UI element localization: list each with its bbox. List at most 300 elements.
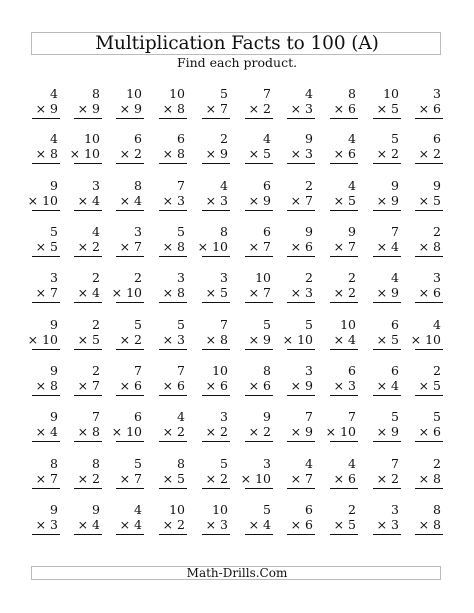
multiplier: × 9: [248, 332, 271, 347]
answer-line: [74, 118, 102, 119]
multiplier: × 2: [162, 424, 185, 439]
multiplicand: 7: [263, 86, 271, 101]
multiplicand: 2: [134, 270, 142, 285]
answer-line: [373, 488, 401, 489]
answer-line: [330, 118, 358, 119]
answer-line: [245, 163, 273, 164]
multiplier: × 9: [290, 424, 313, 439]
multiplicand: 5: [263, 317, 271, 332]
multiplier: × 2: [248, 424, 271, 439]
multiplicand: 9: [348, 224, 356, 239]
multiplier: × 2: [119, 332, 142, 347]
multiplicand: 4: [433, 317, 441, 332]
multiplicand: 6: [263, 178, 271, 193]
answer-line: [415, 441, 443, 442]
multiplier: × 3: [376, 517, 399, 532]
answer-line: [373, 302, 401, 303]
answer-line: [74, 302, 102, 303]
multiplicand: 9: [305, 131, 313, 146]
multiplier: × 5: [418, 378, 441, 393]
multiplicand: 10: [169, 502, 185, 517]
multiplier: × 8: [77, 424, 100, 439]
multiplier: × 9: [205, 146, 228, 161]
multiplicand: 5: [391, 131, 399, 146]
multiplicand: 10: [383, 86, 399, 101]
multiplier: × 5: [248, 146, 271, 161]
answer-line: [32, 210, 60, 211]
multiplier: × 10: [410, 332, 441, 347]
answer-line: [202, 256, 230, 257]
multiplier: × 8: [162, 146, 185, 161]
multiplicand: 2: [92, 317, 100, 332]
multiplier: × 10: [27, 193, 58, 208]
multiplier: × 8: [205, 332, 228, 347]
multiplicand: 8: [433, 502, 441, 517]
answer-line: [116, 349, 144, 350]
multiplier: × 2: [248, 101, 271, 116]
multiplicand: 3: [305, 363, 313, 378]
multiplier: × 7: [119, 471, 142, 486]
answer-line: [287, 210, 315, 211]
answer-line: [32, 534, 60, 535]
answer-line: [74, 163, 102, 164]
multiplier: × 7: [290, 471, 313, 486]
multiplicand: 10: [126, 86, 142, 101]
multiplicand: 2: [433, 456, 441, 471]
multiplier: × 3: [333, 378, 356, 393]
multiplicand: 4: [348, 178, 356, 193]
multiplier: × 7: [77, 378, 100, 393]
multiplier: × 7: [35, 285, 58, 300]
multiplicand: 6: [305, 502, 313, 517]
multiplicand: 4: [134, 502, 142, 517]
multiplier: × 7: [248, 239, 271, 254]
multiplicand: 8: [177, 456, 185, 471]
answer-line: [116, 534, 144, 535]
multiplicand: 9: [92, 502, 100, 517]
answer-line: [287, 302, 315, 303]
answer-line: [202, 349, 230, 350]
multiplier: × 5: [35, 239, 58, 254]
multiplier: × 10: [111, 285, 142, 300]
multiplier: × 10: [69, 146, 100, 161]
multiplier: × 2: [77, 471, 100, 486]
multiplicand: 2: [433, 363, 441, 378]
answer-line: [287, 534, 315, 535]
answer-line: [373, 256, 401, 257]
multiplicand: 4: [50, 131, 58, 146]
answer-line: [415, 395, 443, 396]
multiplier: × 3: [35, 517, 58, 532]
answer-line: [32, 441, 60, 442]
multiplicand: 4: [391, 270, 399, 285]
answer-line: [159, 210, 187, 211]
multiplier: × 7: [333, 239, 356, 254]
answer-line: [74, 256, 102, 257]
answer-line: [287, 118, 315, 119]
answer-line: [287, 349, 315, 350]
answer-line: [202, 395, 230, 396]
multiplicand: 2: [348, 270, 356, 285]
answer-line: [287, 441, 315, 442]
answer-line: [74, 441, 102, 442]
multiplier: × 5: [376, 332, 399, 347]
multiplicand: 6: [391, 317, 399, 332]
multiplier: × 4: [77, 285, 100, 300]
multiplier: × 8: [418, 517, 441, 532]
multiplicand: 10: [169, 86, 185, 101]
multiplicand: 5: [134, 317, 142, 332]
multiplier: × 6: [333, 471, 356, 486]
multiplier: × 3: [162, 332, 185, 347]
multiplier: × 9: [290, 378, 313, 393]
multiplicand: 10: [212, 363, 228, 378]
answer-line: [32, 395, 60, 396]
multiplicand: 6: [134, 131, 142, 146]
multiplicand: 3: [391, 502, 399, 517]
answer-line: [287, 488, 315, 489]
multiplicand: 3: [177, 270, 185, 285]
answer-line: [116, 163, 144, 164]
multiplier: × 6: [290, 239, 313, 254]
multiplicand: 3: [220, 270, 228, 285]
answer-line: [415, 302, 443, 303]
multiplicand: 10: [84, 131, 100, 146]
multiplicand: 4: [348, 131, 356, 146]
multiplier: × 2: [162, 517, 185, 532]
multiplier: × 9: [376, 424, 399, 439]
answer-line: [32, 349, 60, 350]
multiplier: × 10: [111, 424, 142, 439]
answer-line: [330, 488, 358, 489]
multiplicand: 5: [134, 456, 142, 471]
answer-line: [159, 395, 187, 396]
answer-line: [74, 210, 102, 211]
multiplier: × 4: [248, 517, 271, 532]
answer-line: [202, 302, 230, 303]
answer-line: [373, 395, 401, 396]
multiplier: × 9: [248, 193, 271, 208]
multiplier: × 6: [333, 101, 356, 116]
answer-line: [373, 210, 401, 211]
multiplicand: 3: [263, 456, 271, 471]
answer-line: [202, 488, 230, 489]
multiplicand: 6: [177, 131, 185, 146]
answer-line: [330, 349, 358, 350]
answer-line: [74, 395, 102, 396]
answer-line: [245, 488, 273, 489]
multiplicand: 7: [177, 363, 185, 378]
multiplicand: 5: [305, 317, 313, 332]
answer-line: [245, 441, 273, 442]
multiplicand: 3: [433, 270, 441, 285]
answer-line: [245, 256, 273, 257]
answer-line: [245, 534, 273, 535]
multiplicand: 7: [391, 224, 399, 239]
multiplier: × 3: [162, 193, 185, 208]
answer-line: [159, 256, 187, 257]
multiplier: × 9: [376, 193, 399, 208]
answer-line: [287, 256, 315, 257]
answer-line: [330, 441, 358, 442]
multiplicand: 6: [134, 409, 142, 424]
multiplier: × 8: [35, 146, 58, 161]
multiplier: × 4: [376, 239, 399, 254]
multiplicand: 7: [220, 317, 228, 332]
answer-line: [202, 441, 230, 442]
multiplicand: 7: [391, 456, 399, 471]
multiplier: × 7: [119, 239, 142, 254]
multiplier: × 3: [290, 285, 313, 300]
multiplicand: 9: [263, 409, 271, 424]
multiplier: × 4: [77, 517, 100, 532]
answer-line: [32, 302, 60, 303]
answer-line: [373, 163, 401, 164]
answer-line: [330, 256, 358, 257]
multiplier: × 10: [240, 471, 271, 486]
answer-line: [159, 302, 187, 303]
answer-line: [159, 349, 187, 350]
answer-line: [330, 395, 358, 396]
answer-line: [116, 302, 144, 303]
multiplicand: 7: [134, 363, 142, 378]
multiplier: × 6: [290, 517, 313, 532]
multiplicand: 5: [391, 409, 399, 424]
multiplier: × 10: [197, 239, 228, 254]
multiplier: × 9: [376, 285, 399, 300]
answer-line: [74, 534, 102, 535]
answer-line: [74, 349, 102, 350]
multiplier: × 7: [290, 193, 313, 208]
answer-line: [330, 210, 358, 211]
answer-line: [245, 302, 273, 303]
multiplier: × 2: [333, 285, 356, 300]
answer-line: [415, 163, 443, 164]
multiplier: × 8: [418, 239, 441, 254]
multiplicand: 4: [92, 224, 100, 239]
answer-line: [159, 163, 187, 164]
multiplicand: 4: [305, 86, 313, 101]
answer-line: [159, 118, 187, 119]
multiplicand: 7: [177, 178, 185, 193]
multiplier: × 3: [205, 517, 228, 532]
multiplier: × 4: [77, 193, 100, 208]
answer-line: [373, 441, 401, 442]
answer-line: [116, 395, 144, 396]
answer-line: [116, 118, 144, 119]
multiplicand: 5: [177, 317, 185, 332]
answer-line: [373, 118, 401, 119]
multiplicand: 4: [305, 456, 313, 471]
multiplier: × 5: [376, 101, 399, 116]
answer-line: [415, 118, 443, 119]
multiplier: × 7: [205, 101, 228, 116]
multiplier: × 3: [290, 146, 313, 161]
multiplier: × 4: [35, 424, 58, 439]
multiplicand: 6: [348, 363, 356, 378]
multiplier: × 10: [282, 332, 313, 347]
multiplier: × 6: [162, 378, 185, 393]
multiplier: × 5: [418, 193, 441, 208]
answer-line: [202, 534, 230, 535]
multiplier: × 8: [162, 285, 185, 300]
multiplicand: 3: [134, 224, 142, 239]
answer-line: [116, 210, 144, 211]
multiplicand: 8: [50, 456, 58, 471]
multiplicand: 2: [305, 178, 313, 193]
multiplicand: 5: [220, 86, 228, 101]
multiplicand: 6: [391, 363, 399, 378]
answer-line: [159, 441, 187, 442]
multiplier: × 10: [27, 332, 58, 347]
multiplicand: 5: [220, 456, 228, 471]
answer-line: [373, 534, 401, 535]
answer-line: [415, 210, 443, 211]
multiplicand: 8: [134, 178, 142, 193]
multiplier: × 9: [119, 101, 142, 116]
multiplier: × 2: [376, 146, 399, 161]
multiplier: × 9: [77, 101, 100, 116]
multiplicand: 8: [263, 363, 271, 378]
multiplier: × 9: [35, 101, 58, 116]
multiplicand: 2: [92, 270, 100, 285]
multiplicand: 9: [50, 502, 58, 517]
multiplicand: 7: [92, 409, 100, 424]
multiplier: × 2: [205, 471, 228, 486]
answer-line: [245, 118, 273, 119]
worksheet-title: Multiplication Facts to 100 (A): [95, 33, 379, 54]
multiplier: × 6: [333, 146, 356, 161]
multiplicand: 10: [340, 317, 356, 332]
multiplicand: 6: [263, 224, 271, 239]
multiplicand: 4: [348, 456, 356, 471]
multiplicand: 8: [220, 224, 228, 239]
multiplicand: 5: [433, 409, 441, 424]
answer-line: [287, 163, 315, 164]
multiplier: × 4: [119, 517, 142, 532]
multiplier: × 4: [333, 332, 356, 347]
multiplicand: 10: [255, 270, 271, 285]
multiplicand: 4: [220, 178, 228, 193]
multiplier: × 6: [119, 378, 142, 393]
multiplicand: 9: [50, 317, 58, 332]
multiplicand: 8: [348, 86, 356, 101]
multiplier: × 5: [77, 332, 100, 347]
multiplier: × 5: [333, 517, 356, 532]
instructions: Find each product.: [176, 55, 298, 70]
multiplier: × 8: [418, 471, 441, 486]
footer-site: Math-Drills.Com: [186, 566, 288, 580]
multiplier: × 6: [418, 424, 441, 439]
answer-line: [415, 256, 443, 257]
multiplier: × 2: [119, 146, 142, 161]
multiplicand: 2: [433, 224, 441, 239]
multiplicand: 7: [305, 409, 313, 424]
multiplicand: 5: [263, 502, 271, 517]
multiplier: × 6: [418, 285, 441, 300]
multiplier: × 8: [162, 239, 185, 254]
multiplier: × 3: [290, 101, 313, 116]
multiplier: × 5: [162, 471, 185, 486]
answer-line: [287, 395, 315, 396]
multiplier: × 6: [418, 101, 441, 116]
multiplicand: 8: [92, 86, 100, 101]
answer-line: [202, 163, 230, 164]
answer-line: [415, 349, 443, 350]
multiplicand: 10: [212, 502, 228, 517]
answer-line: [32, 163, 60, 164]
multiplier: × 2: [205, 424, 228, 439]
multiplicand: 4: [50, 86, 58, 101]
multiplier: × 2: [418, 146, 441, 161]
multiplicand: 3: [220, 409, 228, 424]
answer-line: [32, 256, 60, 257]
answer-line: [116, 488, 144, 489]
answer-line: [415, 534, 443, 535]
multiplier: × 2: [77, 239, 100, 254]
multiplier: × 7: [35, 471, 58, 486]
multiplicand: 5: [50, 224, 58, 239]
answer-line: [116, 441, 144, 442]
multiplicand: 2: [220, 131, 228, 146]
answer-line: [330, 302, 358, 303]
multiplicand: 9: [50, 178, 58, 193]
multiplicand: 3: [433, 86, 441, 101]
multiplier: × 4: [376, 378, 399, 393]
answer-line: [245, 395, 273, 396]
multiplier: × 3: [205, 193, 228, 208]
multiplier: × 5: [205, 285, 228, 300]
multiplicand: 6: [433, 131, 441, 146]
multiplicand: 3: [50, 270, 58, 285]
multiplicand: 9: [305, 224, 313, 239]
multiplicand: 9: [50, 409, 58, 424]
multiplicand: 9: [433, 178, 441, 193]
answer-line: [415, 488, 443, 489]
multiplicand: 3: [92, 178, 100, 193]
answer-line: [159, 534, 187, 535]
multiplier: × 7: [248, 285, 271, 300]
answer-line: [159, 488, 187, 489]
answer-line: [330, 534, 358, 535]
multiplicand: 7: [348, 409, 356, 424]
answer-line: [245, 349, 273, 350]
multiplier: × 8: [162, 101, 185, 116]
answer-line: [32, 488, 60, 489]
multiplicand: 5: [177, 224, 185, 239]
answer-line: [245, 210, 273, 211]
multiplier: × 6: [248, 378, 271, 393]
multiplier: × 10: [325, 424, 356, 439]
multiplicand: 9: [50, 363, 58, 378]
answer-line: [330, 163, 358, 164]
multiplicand: 2: [305, 270, 313, 285]
multiplicand: 9: [391, 178, 399, 193]
multiplicand: 2: [92, 363, 100, 378]
answer-line: [74, 488, 102, 489]
answer-line: [202, 210, 230, 211]
multiplicand: 4: [263, 131, 271, 146]
multiplicand: 8: [92, 456, 100, 471]
multiplier: × 8: [35, 378, 58, 393]
multiplier: × 5: [333, 193, 356, 208]
multiplicand: 2: [348, 502, 356, 517]
answer-line: [202, 118, 230, 119]
multiplier: × 6: [205, 378, 228, 393]
answer-line: [32, 118, 60, 119]
answer-line: [373, 349, 401, 350]
multiplicand: 4: [177, 409, 185, 424]
